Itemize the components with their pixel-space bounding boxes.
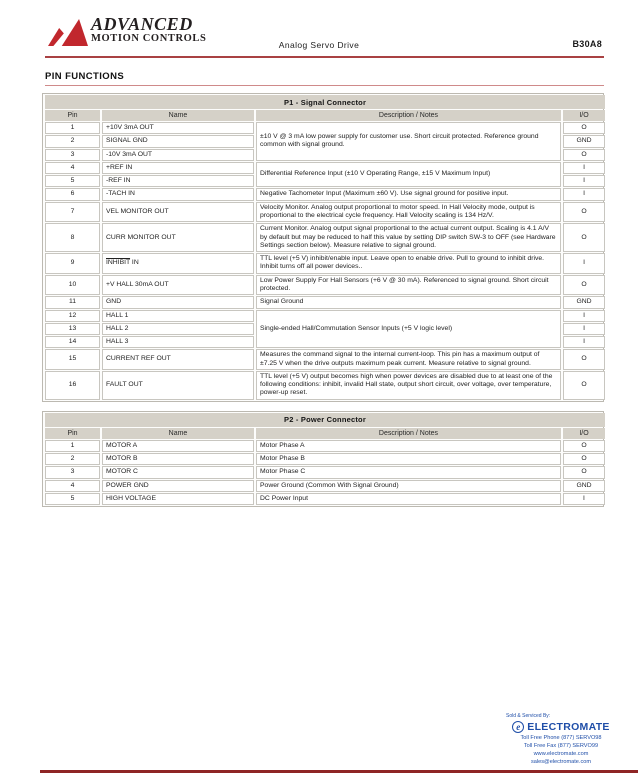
- pin-cell: 5: [45, 175, 100, 187]
- io-cell: I: [563, 493, 605, 505]
- column-header-description-notes: Description / Notes: [256, 428, 561, 439]
- description-cell: Signal Ground: [256, 296, 561, 308]
- io-cell: O: [563, 349, 605, 370]
- pin-cell: 1: [45, 122, 100, 134]
- table-row: [45, 349, 605, 370]
- description-cell: Power Ground (Common With Signal Ground): [256, 480, 561, 492]
- name-cell: HIGH VOLTAGE: [102, 493, 254, 505]
- distributor-phone: Toll Free Phone (877) SERVO98: [520, 735, 602, 741]
- description-cell: Differential Reference Input (±10 V Operating Range, ±15 V Maximum Input): [256, 162, 561, 188]
- model-number: B30A8: [572, 39, 602, 49]
- sold-by-label: Sold & Serviced By:: [506, 713, 551, 719]
- pin-function-tables: [42, 93, 604, 516]
- description-cell: Negative Tachometer Input (Maximum ±60 V). Use signal ground for positive input.: [256, 188, 561, 200]
- description-cell: DC Power Input: [256, 493, 561, 505]
- io-cell: I: [563, 336, 605, 348]
- description-cell: Current Monitor. Analog output signal proportional to the actual current output. Scaling is 4.1 A/V by default but may be reduced to half this value by setting DIP switch SW-3 to OFF (see Hardware Settings section below). Measure relative to signal ground.: [256, 223, 561, 252]
- io-cell: O: [563, 122, 605, 134]
- name-cell: GND: [102, 296, 254, 308]
- io-cell: I: [563, 175, 605, 187]
- distributor-stamp: [490, 713, 632, 766]
- io-cell: I: [563, 162, 605, 174]
- p1-signal-connector-table: [42, 93, 604, 402]
- name-cell: MOTOR B: [102, 453, 254, 465]
- pin-cell: 4: [45, 480, 100, 492]
- table-row: [45, 275, 605, 296]
- name-cell: INHIBIT IN: [102, 253, 254, 274]
- name-cell: -TACH IN: [102, 188, 254, 200]
- io-cell: I: [563, 323, 605, 335]
- name-cell: VEL MONITOR OUT: [102, 202, 254, 223]
- table-row: [45, 453, 605, 465]
- io-cell: I: [563, 253, 605, 274]
- distributor-website-link[interactable]: www.electromate.com: [533, 751, 589, 757]
- section-title: PIN FUNCTIONS: [45, 71, 125, 82]
- table-row: [45, 202, 605, 223]
- description-cell: Velocity Monitor. Analog output proportional to motor speed. In Hall Velocity mode, output is proportional to the electrical cycle frequency. Hall Velocity scaling is 134 Hz/V.: [256, 202, 561, 223]
- column-header-pin: Pin: [45, 110, 100, 121]
- io-cell: O: [563, 371, 605, 400]
- table-row: [45, 162, 605, 174]
- description-cell: Motor Phase A: [256, 440, 561, 452]
- io-cell: I: [563, 188, 605, 200]
- description-cell: Low Power Supply For Hall Sensors (+6 V @ 30 mA). Referenced to signal ground. Short circuit protected.: [256, 275, 561, 296]
- pin-cell: 7: [45, 202, 100, 223]
- name-cell: MOTOR A: [102, 440, 254, 452]
- io-cell: GND: [563, 135, 605, 147]
- column-header-i-o: I/O: [563, 110, 605, 121]
- io-cell: O: [563, 275, 605, 296]
- name-cell: +REF IN: [102, 162, 254, 174]
- name-cell: -REF IN: [102, 175, 254, 187]
- name-cell: FAULT OUT: [102, 371, 254, 400]
- table-row: [45, 122, 605, 134]
- name-cell: HALL 2: [102, 323, 254, 335]
- io-cell: O: [563, 202, 605, 223]
- pin-cell: 2: [45, 135, 100, 147]
- distributor-name: ELECTROMATE: [527, 721, 610, 733]
- footer-rule: [40, 770, 638, 773]
- table-row: [45, 188, 605, 200]
- name-cell: POWER GND: [102, 480, 254, 492]
- table-row: [45, 223, 605, 252]
- table-row: [45, 480, 605, 492]
- io-cell: I: [563, 310, 605, 322]
- name-cell: MOTOR C: [102, 466, 254, 478]
- column-header-name: Name: [102, 428, 254, 439]
- column-header-pin: Pin: [45, 428, 100, 439]
- column-header-name: Name: [102, 110, 254, 121]
- name-cell: CURRENT REF OUT: [102, 349, 254, 370]
- pin-cell: 16: [45, 371, 100, 400]
- p2-power-connector-table: [42, 411, 604, 507]
- distributor-email-link[interactable]: sales@electromate.com: [530, 759, 592, 765]
- logo-line2: MOTION CONTROLS: [91, 33, 207, 44]
- description-cell: TTL level (+5 V) inhibit/enable input. Leave open to enable drive. Pull to ground to inhibit drive. Inhibit turns off all power devices..: [256, 253, 561, 274]
- pin-cell: 15: [45, 349, 100, 370]
- name-cell: SIGNAL GND: [102, 135, 254, 147]
- io-cell: O: [563, 466, 605, 478]
- io-cell: GND: [563, 296, 605, 308]
- header-rule: [45, 56, 604, 58]
- io-cell: O: [563, 453, 605, 465]
- electromate-logo-icon: e: [512, 721, 524, 733]
- pin-cell: 3: [45, 466, 100, 478]
- p2-table-title: P2 - Power Connector: [45, 413, 605, 427]
- pin-cell: 10: [45, 275, 100, 296]
- description-cell: Single-ended Hall/Commutation Sensor Inputs (+5 V logic level): [256, 310, 561, 349]
- name-cell: HALL 3: [102, 336, 254, 348]
- description-cell: Motor Phase C: [256, 466, 561, 478]
- pin-cell: 12: [45, 310, 100, 322]
- pin-cell: 4: [45, 162, 100, 174]
- table-row: [45, 253, 605, 274]
- pin-cell: 1: [45, 440, 100, 452]
- description-cell: Measures the command signal to the internal current-loop. This pin has a maximum output of ±7.25 V when the drive outputs maximum peak current. Measure relative to signal ground.: [256, 349, 561, 370]
- table-row: [45, 440, 605, 452]
- name-cell: +V HALL 30mA OUT: [102, 275, 254, 296]
- io-cell: O: [563, 223, 605, 252]
- table-row: [45, 310, 605, 322]
- document-title: Analog Servo Drive: [278, 40, 360, 50]
- name-cell: HALL 1: [102, 310, 254, 322]
- table-row: [45, 296, 605, 308]
- pin-cell: 11: [45, 296, 100, 308]
- pin-cell: 6: [45, 188, 100, 200]
- section-rule: [45, 85, 604, 86]
- p1-table-title: P1 - Signal Connector: [45, 95, 605, 109]
- pin-cell: 2: [45, 453, 100, 465]
- pin-cell: 13: [45, 323, 100, 335]
- io-cell: O: [563, 149, 605, 161]
- description-cell: ±10 V @ 3 mA low power supply for customer use. Short circuit protected. Reference ground common with signal ground.: [256, 122, 561, 161]
- table-row: [45, 371, 605, 400]
- description-cell: TTL level (+5 V) output becomes high when power devices are disabled due to at least one of the following conditions: inhibit, invalid Hall state, output short circuit, over voltage, over temperature, power-up reset.: [256, 371, 561, 400]
- name-cell: -10V 3mA OUT: [102, 149, 254, 161]
- io-cell: GND: [563, 480, 605, 492]
- distributor-fax: Toll Free Fax (877) SERVO99: [523, 743, 599, 749]
- io-cell: O: [563, 440, 605, 452]
- column-header-description-notes: Description / Notes: [256, 110, 561, 121]
- table-row: [45, 466, 605, 478]
- column-header-i-o: I/O: [563, 428, 605, 439]
- description-cell: Motor Phase B: [256, 453, 561, 465]
- pin-cell: 14: [45, 336, 100, 348]
- name-cell: +10V 3mA OUT: [102, 122, 254, 134]
- pin-cell: 8: [45, 223, 100, 252]
- pin-cell: 9: [45, 253, 100, 274]
- name-cell: CURR MONITOR OUT: [102, 223, 254, 252]
- pin-cell: 5: [45, 493, 100, 505]
- pin-cell: 3: [45, 149, 100, 161]
- logo-line1: ADVANCED: [91, 14, 193, 34]
- table-row: [45, 493, 605, 505]
